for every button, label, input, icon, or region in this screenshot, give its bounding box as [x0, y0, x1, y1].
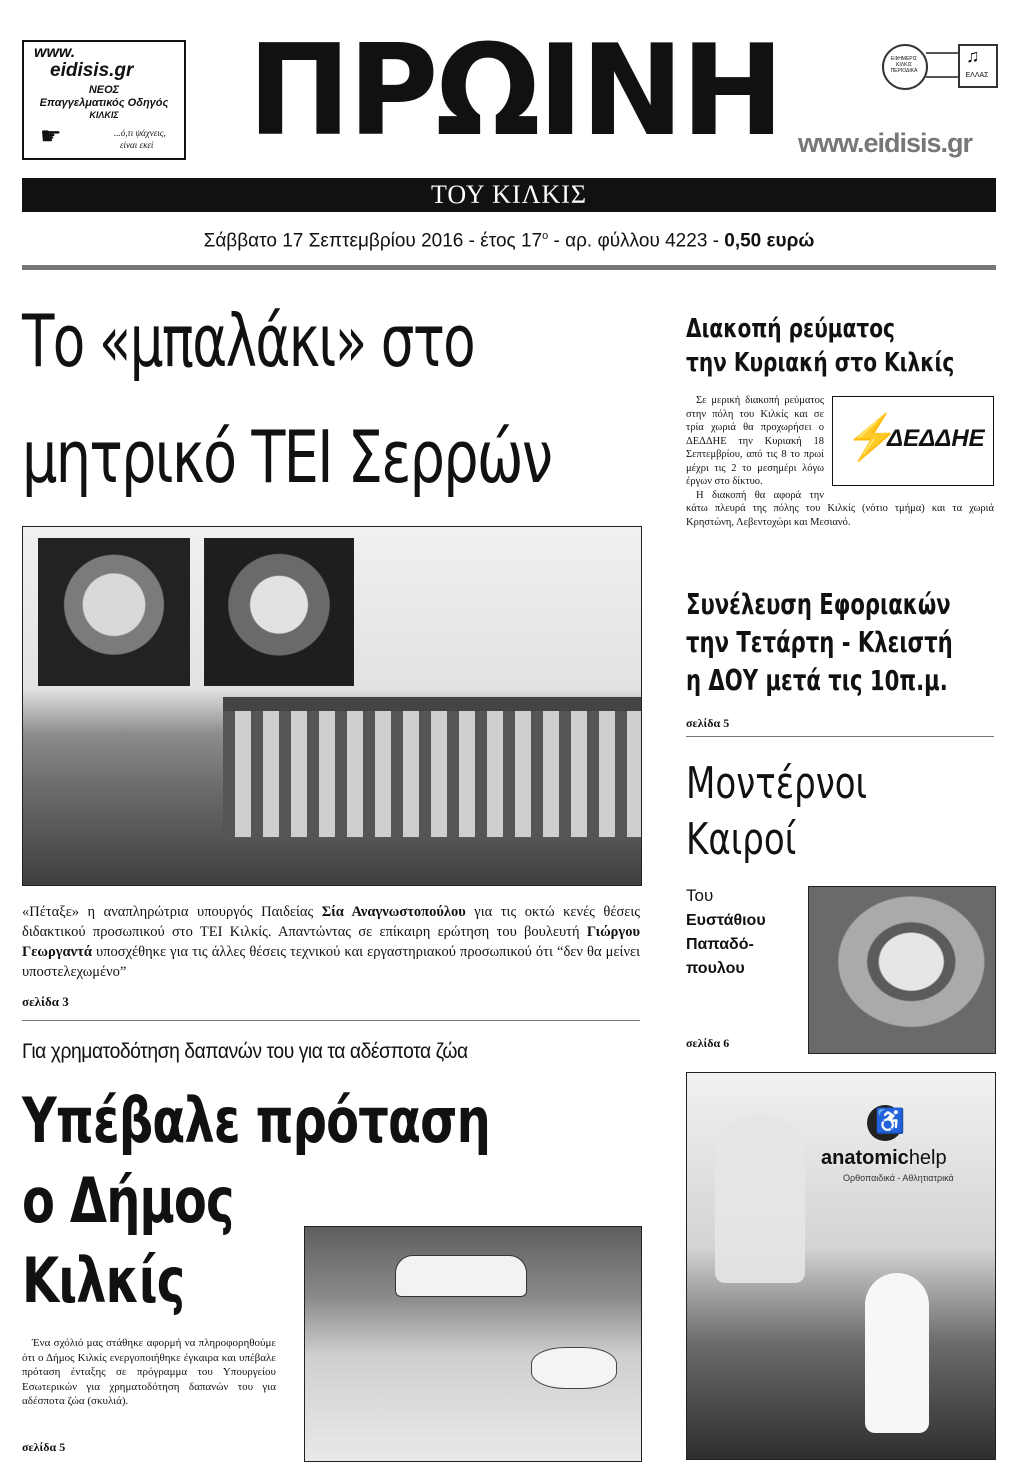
lead-summary-bold2: Γιώργου Γεωργαντά: [22, 924, 640, 960]
masthead-rule: [22, 265, 996, 270]
parked-car: [395, 1255, 527, 1297]
ad-man-figure: [715, 1113, 805, 1283]
lead-headline-2[interactable]: μητρικό ΤΕΙ Σερρών: [22, 415, 552, 499]
ad-brand-rest: help: [908, 1147, 947, 1169]
lead-page-ref[interactable]: σελίδα 3: [22, 994, 69, 1009]
ad-logo-icon: ♿: [875, 1108, 905, 1135]
column-author-2: Παπαδό-: [686, 936, 754, 953]
column-author-1: Ευστάθιου: [686, 912, 766, 929]
lead-headline-1[interactable]: Το «μπαλάκι» στο: [22, 299, 475, 383]
tax-headline-1[interactable]: Συνέλευση Εφοριακών: [686, 588, 951, 621]
column-headline-2[interactable]: Καιροί: [686, 814, 797, 865]
postal-wavy-lines: [926, 52, 960, 78]
power-headline-2[interactable]: την Κυριακή στο Κιλκίς: [686, 348, 955, 378]
column-page-ref[interactable]: σελίδα 6: [686, 1036, 730, 1050]
column-headline-1[interactable]: Μοντέρνοι: [686, 758, 868, 809]
badge-line2: Επαγγελματικός Οδηγός: [39, 97, 169, 109]
subtitle: ΤΟΥ ΚΙΛΚΙΣ: [430, 180, 588, 209]
price: 0,50 ευρώ: [724, 230, 815, 252]
stamp-text: ΕΦΗΜΕΡΙΣ ΚΙΛΚΙΣ ΠΕΡΙΟΔΙΚΑ: [890, 56, 918, 74]
website-url[interactable]: www.eidisis.gr: [798, 128, 973, 158]
date-sup: ο: [542, 230, 549, 242]
power-logo: [832, 396, 994, 486]
anagnostopoulou-portrait: [204, 538, 354, 686]
lead-summary-part1: «Πέταξε» η αναπληρώτρια υπουργός Παιδείας: [22, 904, 322, 920]
lead-summary-part3: υποσχέθηκε για τις άλλες θέσεις τεχνικού και εργαστηριακού προσωπικού ότι “δεν θα μείνει υποστελεχωμένο”: [22, 944, 640, 980]
ad-tagline: Ορθοπαιδικά - Αθλητιατρικά: [843, 1173, 954, 1183]
badge-slogan2: είναι εκεί: [120, 140, 154, 150]
badge-line3: ΚΙΛΚΙΣ: [89, 110, 119, 120]
lead-summary: [22, 902, 640, 982]
lightning-icon: ⚡: [845, 413, 900, 462]
stray-dogs-photo: [304, 1226, 642, 1462]
power-body-2: Η διακοπή θα αφορά την κάτω πλευρά της πόλης του Κιλκίς (νότιο τμήμα) και τα χωριά Κρηστώνη, Λεβεντοχώρι και Μεσιανό.: [686, 489, 994, 528]
building-roof: [223, 697, 642, 711]
issue-text: - αρ. φύλλου 4223 -: [548, 230, 725, 252]
stamp-country: ΕΛΛΑΣ: [965, 72, 989, 79]
ad-child-figure: [865, 1273, 929, 1433]
power-text-block: [686, 394, 994, 529]
badge-line1: ΝΕΟΣ: [88, 84, 120, 96]
deddie-logo-text: ΔΕΔΔΗΕ: [887, 425, 985, 452]
badge-www: www.: [34, 44, 76, 61]
tax-headline-2[interactable]: την Τετάρτη - Κλειστή: [686, 626, 953, 659]
animals-page-ref[interactable]: σελίδα 5: [22, 1440, 66, 1454]
tax-headline-3[interactable]: η ΔΟΥ μετά τις 10π.μ.: [686, 664, 948, 697]
lead-summary-bold1: Σία Αναγνωστοπούλου: [321, 904, 466, 920]
author-portrait: [808, 886, 996, 1054]
masthead-badge[interactable]: [22, 40, 186, 160]
animals-headline-1[interactable]: Υπέβαλε πρόταση: [22, 1084, 490, 1157]
post-horn-icon: ♫: [966, 46, 980, 66]
hand-pointer-icon: ☛: [40, 123, 62, 150]
column-author-3: πουλου: [686, 960, 745, 977]
animals-headline-2[interactable]: ο Δήμος: [22, 1164, 234, 1237]
badge-slogan1: ...ό,τι ψάχνεις,: [114, 128, 166, 138]
newspaper-title: ΠΡΩΙΝΗ: [247, 17, 782, 164]
power-body: Σε μερική διακοπή ρεύματος στην πόλη του Κιλκίς και σε τρία χωριά θα προχωρήσει ο ΔΕΔΔΗΕ την Κυριακή 18 Σεπτεμβρίου, από τις 8 το πρωί μέχρι τις 2 το μεσημέρι λόγω έργων στο δίκτυο.: [686, 395, 824, 487]
lead-summary-part2: για τις οκτώ κενές θέσεις διδακτικού προσωπικού στο ΤΕΙ Κιλκίς. Απαντώντας σε επίκαιρη ερώτηση του βουλευτή: [22, 904, 640, 940]
badge-site: eidisis.gr: [50, 60, 134, 81]
tax-divider: [686, 736, 994, 737]
anatomichelp-ad[interactable]: [686, 1072, 996, 1460]
animals-kicker: Για χρηματοδότηση δαπανών του για τα αδέσποτα ζώα: [22, 1040, 468, 1063]
lead-divider: [22, 1020, 640, 1021]
building-block: [223, 707, 642, 837]
dog-shape: [531, 1347, 617, 1389]
animals-headline-3[interactable]: Κιλκίς: [22, 1244, 185, 1317]
georgantas-portrait: [38, 538, 190, 686]
ad-brand-bold: anatomic: [821, 1147, 909, 1169]
tax-page-ref[interactable]: σελίδα 5: [686, 716, 730, 730]
column-by: Του: [686, 886, 714, 905]
ad-brand: [821, 1147, 947, 1170]
date-line: [22, 230, 996, 252]
date-text: Σάββατο 17 Σεπτεμβρίου 2016 - έτος 17: [203, 230, 543, 252]
animals-body: Ένα σχόλιό μας στάθηκε αφορμή να πληροφορηθούμε ότι ο Δήμος Κιλκίς ενεργοποιήθηκε έγκαιρα και υπέβαλε πρόταση ένταξης σε πρόγραμμα του Υπουργείου Εσωτερικών για χρηματοδότηση δαπανών του για αδέσποτα ζώα (σκυλιά).: [22, 1337, 276, 1407]
power-headline-1[interactable]: Διακοπή ρεύματος: [686, 314, 895, 344]
